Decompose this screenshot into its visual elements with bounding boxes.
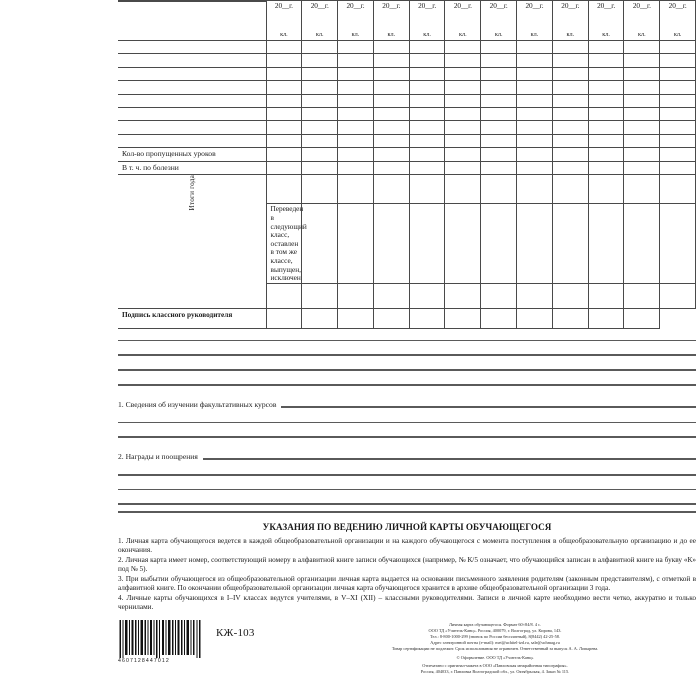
missed-lessons-cell[interactable]: [373, 148, 409, 162]
grade-cell[interactable]: [338, 67, 374, 80]
missed-lessons-cell[interactable]: [624, 148, 660, 162]
year-column-header: [373, 1, 409, 41]
year-label: 20__г.: [274, 1, 293, 10]
grade-cell[interactable]: [481, 121, 517, 134]
year-column-header: [302, 1, 338, 41]
grade-cell[interactable]: [266, 41, 302, 54]
grade-cell[interactable]: [302, 54, 338, 67]
year-result-cell[interactable]: [338, 175, 374, 204]
missed-lessons-cell[interactable]: [445, 148, 481, 162]
grade-cell[interactable]: [445, 41, 481, 54]
grade-cell[interactable]: [445, 121, 481, 134]
year-results-label: Итоги года: [187, 175, 196, 211]
grade-cell[interactable]: [266, 54, 302, 67]
year-label: 20__г.: [632, 1, 651, 10]
grade-cell[interactable]: [266, 107, 302, 120]
year-label: 20__г.: [668, 1, 687, 10]
grade-cell[interactable]: [445, 54, 481, 67]
elective-courses-field[interactable]: [118, 399, 696, 409]
grade-cell[interactable]: [552, 134, 588, 147]
blank-writing-line[interactable]: [118, 340, 696, 342]
grade-cell[interactable]: [338, 107, 374, 120]
grade-cell[interactable]: [552, 54, 588, 67]
missed-lessons-cell[interactable]: [588, 148, 624, 162]
grade-cell[interactable]: [588, 121, 624, 134]
grade-cell[interactable]: [338, 81, 374, 94]
blank-writing-line[interactable]: [118, 489, 696, 491]
year-result-cell[interactable]: [660, 204, 696, 283]
footer-section: [118, 620, 696, 676]
grade-cell[interactable]: [266, 121, 302, 134]
instructions-section: [118, 511, 696, 613]
imprint-line: Адрес электронной почты (e-mail): met@uchitel-izd.ru, sale@uchmag.ru: [430, 639, 560, 645]
sick-leave-cell[interactable]: [588, 161, 624, 175]
grade-cell[interactable]: [552, 94, 588, 107]
instruction-paragraph: 2. Личная карта имеет номер, соответствующий номеру в алфавитной книге записи обучающихся (например, № К/5 означает, что обучающийся записан в алфавитной книге на букву «К» под № 5).: [118, 555, 696, 574]
awards-label: 2. Награды и поощрения: [118, 452, 198, 462]
subject-row[interactable]: [118, 121, 696, 134]
year-result-cell[interactable]: [481, 204, 517, 283]
year-column-header: [517, 1, 553, 41]
sick-leave-cell[interactable]: [481, 161, 517, 175]
signature-cell[interactable]: [373, 308, 409, 328]
grade-cell[interactable]: [445, 134, 481, 147]
subject-name-cell[interactable]: [118, 54, 266, 67]
grade-cell[interactable]: [302, 134, 338, 147]
grade-cell[interactable]: [302, 41, 338, 54]
grade-cell[interactable]: [624, 81, 660, 94]
year-result-cell[interactable]: [302, 204, 338, 283]
grade-cell[interactable]: [517, 54, 553, 67]
instruction-paragraph: 4. Личные карты обучающихся в I–IV классах ведутся учителями, в V–XI (XII) – классными руководителями. Записи в личной карте необходимо вести четко, аккуратно и только чернилами.: [118, 593, 696, 612]
blank-writing-line[interactable]: [118, 369, 696, 371]
missed-lessons-cell[interactable]: [660, 148, 696, 162]
missed-lessons-cell[interactable]: [409, 148, 445, 162]
year-result-cell[interactable]: [624, 204, 660, 283]
class-label: кл.: [280, 30, 288, 38]
year-results-blank-top[interactable]: [266, 175, 302, 204]
grade-cell[interactable]: [660, 134, 696, 147]
subject-row[interactable]: [118, 94, 696, 107]
document-page: [118, 0, 696, 700]
subject-name-cell[interactable]: [118, 67, 266, 80]
year-result-cell[interactable]: [302, 283, 338, 308]
grade-cell[interactable]: [338, 41, 374, 54]
missed-lessons-cell[interactable]: [338, 148, 374, 162]
class-label: кл.: [602, 30, 610, 38]
imprint-line: ООО ТД «Учитель-Канц». Россия, 400079, г. Волгоград, ул. Кирова, 143.: [428, 627, 562, 633]
grade-cell[interactable]: [445, 107, 481, 120]
grade-cell[interactable]: [302, 67, 338, 80]
imprint-block: [294, 620, 696, 676]
year-result-cell[interactable]: [552, 283, 588, 308]
signature-cell[interactable]: [481, 308, 517, 328]
sick-leave-cell[interactable]: [517, 161, 553, 175]
class-label: кл.: [351, 30, 360, 38]
sick-leave-cell[interactable]: [660, 161, 696, 175]
year-result-cell[interactable]: [373, 283, 409, 308]
instruction-paragraph: 1. Личная карта обучающегося ведется в каждой общеобразовательной организации и на каждого обучающегося с момента поступления в общеобразовательную организацию и до ее окончания.: [118, 536, 696, 555]
grade-cell[interactable]: [588, 41, 624, 54]
sick-leave-row[interactable]: [118, 161, 696, 175]
grade-cell[interactable]: [302, 107, 338, 120]
instructions-divider: [118, 511, 696, 513]
year-result-cell[interactable]: [588, 204, 624, 283]
grade-cell[interactable]: [373, 121, 409, 134]
missed-lessons-row[interactable]: [118, 148, 696, 162]
year-result-cell[interactable]: [660, 283, 696, 308]
year-result-cell[interactable]: [409, 283, 445, 308]
grade-cell[interactable]: [517, 107, 553, 120]
grade-cell[interactable]: [373, 67, 409, 80]
grade-cell[interactable]: [660, 67, 696, 80]
sick-leave-cell[interactable]: [266, 161, 302, 175]
barcode-block: [118, 620, 206, 664]
year-results-description: Переведен в следующий класс, оставлен в том же классе, выпущен, исключен: [266, 204, 302, 283]
signature-cell[interactable]: [517, 308, 553, 328]
signature-cell[interactable]: [624, 308, 660, 328]
grade-cell[interactable]: [588, 94, 624, 107]
barcode-icon: [118, 620, 202, 658]
subject-row[interactable]: [118, 134, 696, 147]
missed-lessons-cell[interactable]: [302, 148, 338, 162]
class-label: кл.: [566, 30, 575, 38]
sick-leave-cell[interactable]: [409, 161, 445, 175]
grade-cell[interactable]: [624, 107, 660, 120]
year-label: 20__г.: [561, 1, 580, 10]
awards-input-line[interactable]: [203, 458, 696, 460]
sick-leave-cell[interactable]: [338, 161, 374, 175]
barcode-number: 4607128447012: [118, 657, 170, 664]
grade-cell[interactable]: [409, 94, 445, 107]
grade-cell[interactable]: [588, 54, 624, 67]
grade-cell[interactable]: [481, 41, 517, 54]
grade-cell[interactable]: [373, 107, 409, 120]
grade-cell[interactable]: [517, 134, 553, 147]
grade-cell[interactable]: [409, 107, 445, 120]
grade-table: [118, 0, 696, 329]
class-label: кл.: [638, 30, 646, 38]
grade-cell[interactable]: [624, 121, 660, 134]
grade-cell[interactable]: [660, 107, 696, 120]
year-column-header: [338, 1, 374, 41]
missed-lessons-label: Кол-во пропущенных уроков: [118, 148, 266, 162]
grade-cell[interactable]: [338, 121, 374, 134]
grade-cell[interactable]: [338, 54, 374, 67]
instructions-title: УКАЗАНИЯ ПО ВЕДЕНИЮ ЛИЧНОЙ КАРТЫ ОБУЧАЮЩЕГОСЯ: [262, 521, 552, 532]
missed-lessons-cell[interactable]: [552, 148, 588, 162]
grade-cell[interactable]: [517, 94, 553, 107]
subject-name-cell[interactable]: [118, 121, 266, 134]
signature-cell[interactable]: [552, 308, 588, 328]
signature-cell[interactable]: [302, 308, 338, 328]
grade-cell[interactable]: [481, 94, 517, 107]
instruction-paragraph: 3. При выбытии обучающегося из общеобразовательной организации личная карта выдается на основании письменного заявления родителям (законным представителям), с отметкой в алфавитной книге. По окончании общеобразовательной организации личная карта обучающегося хранится в архиве общеобразовательной организации 3 года.: [118, 574, 696, 593]
year-result-cell[interactable]: [517, 175, 553, 204]
awards-field[interactable]: [118, 451, 696, 461]
grade-cell[interactable]: [373, 41, 409, 54]
grade-cell[interactable]: [552, 121, 588, 134]
year-column-header: [266, 1, 302, 41]
grade-cell[interactable]: [409, 54, 445, 67]
grade-table-body: [118, 1, 696, 329]
grade-cell[interactable]: [338, 134, 374, 147]
grade-cell[interactable]: [373, 94, 409, 107]
grade-cell[interactable]: [660, 41, 696, 54]
year-results-blank-bottom[interactable]: [266, 283, 302, 308]
year-column-header: [409, 1, 445, 41]
year-result-cell[interactable]: [409, 175, 445, 204]
grade-cell[interactable]: [266, 94, 302, 107]
grade-cell[interactable]: [588, 81, 624, 94]
grade-cell[interactable]: [660, 94, 696, 107]
year-result-cell[interactable]: [481, 175, 517, 204]
imprint-line: Россия, 404033, г. Павловка Волгоградской обл., ул. Октябрьская, 4. Заказ № 115.: [420, 669, 570, 675]
table-header-row: [118, 1, 696, 41]
class-label: кл.: [494, 30, 503, 38]
subject-row[interactable]: [118, 107, 696, 120]
imprint-line: Тел.: 8-800-1000-299 (звонок по России бесплатный), 8(8442) 42-25-58.: [429, 633, 561, 639]
grade-cell[interactable]: [624, 67, 660, 80]
grade-cell[interactable]: [409, 41, 445, 54]
form-code-label: КЖ-103: [216, 626, 255, 639]
signature-row-label: Подпись классного руководителя: [118, 308, 266, 328]
grade-cell[interactable]: [481, 107, 517, 120]
blank-writing-line[interactable]: [118, 354, 696, 356]
year-result-cell[interactable]: [517, 204, 553, 283]
sick-leave-label: В т. ч. по болезни: [118, 161, 266, 175]
blank-writing-line[interactable]: [118, 422, 696, 424]
grade-cell[interactable]: [409, 67, 445, 80]
subject-name-cell[interactable]: [118, 94, 266, 107]
year-result-cell[interactable]: [302, 175, 338, 204]
subject-row[interactable]: [118, 41, 696, 54]
year-column-header: [624, 1, 660, 41]
subject-row[interactable]: [118, 81, 696, 94]
grade-cell[interactable]: [302, 121, 338, 134]
year-results-row-top[interactable]: [118, 175, 696, 204]
grade-cell[interactable]: [373, 81, 409, 94]
year-column-header: [660, 1, 696, 41]
year-label: 20__г.: [418, 1, 437, 10]
grade-cell[interactable]: [409, 121, 445, 134]
imprint-line: © Оформление. ООО ТД «Учитель-Канц»: [456, 654, 534, 660]
missed-lessons-cell[interactable]: [481, 148, 517, 162]
year-result-cell[interactable]: [588, 283, 624, 308]
grade-cell[interactable]: [624, 134, 660, 147]
year-column-header: [445, 1, 481, 41]
year-result-cell[interactable]: [517, 283, 553, 308]
grade-cell[interactable]: [517, 81, 553, 94]
signature-cell[interactable]: [445, 308, 481, 328]
imprint-line: Товар сертификации не подлежит. Срок использования не ограничен. Ответственный за выпуск А. А. Лопырева.: [391, 645, 599, 651]
class-label: кл.: [423, 30, 431, 38]
signature-cell[interactable]: [588, 308, 624, 328]
imprint-line: Личная карта обучающегося. Формат 60×84/8. 4 с.: [448, 621, 542, 627]
header-blank-cell: [118, 1, 266, 41]
blank-writing-line[interactable]: [118, 503, 696, 505]
sick-leave-cell[interactable]: [445, 161, 481, 175]
grade-cell[interactable]: [266, 67, 302, 80]
year-result-cell[interactable]: [338, 204, 374, 283]
year-result-cell[interactable]: [552, 175, 588, 204]
sick-leave-cell[interactable]: [373, 161, 409, 175]
grade-cell[interactable]: [624, 94, 660, 107]
grade-cell[interactable]: [517, 41, 553, 54]
grade-cell[interactable]: [445, 67, 481, 80]
blank-writing-line[interactable]: [118, 384, 696, 386]
year-result-cell[interactable]: [445, 204, 481, 283]
grade-cell[interactable]: [409, 81, 445, 94]
class-label: кл.: [315, 30, 324, 38]
subject-name-cell[interactable]: [118, 134, 266, 147]
class-label: кл.: [459, 30, 467, 38]
year-result-cell[interactable]: [624, 175, 660, 204]
grade-cell[interactable]: [552, 67, 588, 80]
grade-cell[interactable]: [588, 107, 624, 120]
signature-cell[interactable]: [338, 308, 374, 328]
grade-cell[interactable]: [373, 54, 409, 67]
signature-row[interactable]: [118, 308, 696, 328]
year-label: 20__г.: [525, 1, 544, 10]
blank-writing-line[interactable]: [118, 436, 696, 438]
grade-cell[interactable]: [552, 81, 588, 94]
grade-cell[interactable]: [302, 81, 338, 94]
year-result-cell[interactable]: [409, 204, 445, 283]
year-result-cell[interactable]: [338, 283, 374, 308]
year-results-label-cell: [118, 175, 266, 308]
year-label: 20__г.: [489, 1, 508, 10]
year-column-header: [552, 1, 588, 41]
year-result-cell[interactable]: [445, 283, 481, 308]
year-column-header: [588, 1, 624, 41]
grade-cell[interactable]: [409, 134, 445, 147]
grade-cell[interactable]: [338, 94, 374, 107]
grade-cell[interactable]: [660, 81, 696, 94]
blank-writing-line[interactable]: [118, 474, 696, 476]
elective-courses-label: 1. Сведения об изучении факультативных курсов: [118, 399, 277, 409]
grade-cell[interactable]: [552, 41, 588, 54]
subject-row[interactable]: [118, 54, 696, 67]
sick-leave-cell[interactable]: [624, 161, 660, 175]
elective-courses-input-line[interactable]: [281, 406, 696, 408]
sick-leave-cell[interactable]: [302, 161, 338, 175]
grade-cell[interactable]: [266, 134, 302, 147]
grade-cell[interactable]: [445, 94, 481, 107]
grade-cell[interactable]: [624, 54, 660, 67]
year-result-cell[interactable]: [373, 204, 409, 283]
year-label: 20__г.: [310, 1, 329, 10]
year-label: 20__г.: [346, 1, 365, 10]
signature-cell[interactable]: [409, 308, 445, 328]
subject-name-cell[interactable]: [118, 41, 266, 54]
grade-cell[interactable]: [445, 81, 481, 94]
missed-lessons-cell[interactable]: [266, 148, 302, 162]
grade-cell[interactable]: [552, 107, 588, 120]
grade-cell[interactable]: [481, 134, 517, 147]
year-result-cell[interactable]: [624, 283, 660, 308]
grade-cell[interactable]: [481, 67, 517, 80]
grade-cell[interactable]: [660, 54, 696, 67]
year-result-cell[interactable]: [445, 175, 481, 204]
class-label: кл.: [530, 30, 539, 38]
writing-lines-section: [118, 340, 696, 505]
subject-name-cell[interactable]: [118, 107, 266, 120]
year-label: 20__г.: [453, 1, 472, 10]
grade-cell[interactable]: [517, 67, 553, 80]
class-label: кл.: [387, 30, 396, 38]
grade-cell[interactable]: [588, 67, 624, 80]
grade-cell[interactable]: [302, 94, 338, 107]
year-result-cell[interactable]: [660, 175, 696, 204]
subject-name-cell[interactable]: [118, 81, 266, 94]
year-label: 20__г.: [382, 1, 401, 10]
subject-row[interactable]: [118, 67, 696, 80]
imprint-line: Отпечатано с оригинал-макета в ООО «Павловская межрайонная типография».: [422, 663, 568, 669]
signature-cell[interactable]: [266, 308, 302, 328]
year-label: 20__г.: [597, 1, 616, 10]
year-column-header: [481, 1, 517, 41]
sick-leave-cell[interactable]: [552, 161, 588, 175]
grade-cell[interactable]: [624, 41, 660, 54]
class-label: кл.: [673, 30, 682, 38]
grade-cell[interactable]: [481, 54, 517, 67]
year-result-cell[interactable]: [588, 175, 624, 204]
grade-cell[interactable]: [588, 134, 624, 147]
year-result-cell[interactable]: [481, 283, 517, 308]
grade-cell[interactable]: [660, 121, 696, 134]
grade-cell[interactable]: [266, 81, 302, 94]
grade-cell[interactable]: [517, 121, 553, 134]
grade-cell[interactable]: [481, 81, 517, 94]
missed-lessons-cell[interactable]: [517, 148, 553, 162]
year-result-cell[interactable]: [373, 175, 409, 204]
year-result-cell[interactable]: [552, 204, 588, 283]
grade-cell[interactable]: [373, 134, 409, 147]
